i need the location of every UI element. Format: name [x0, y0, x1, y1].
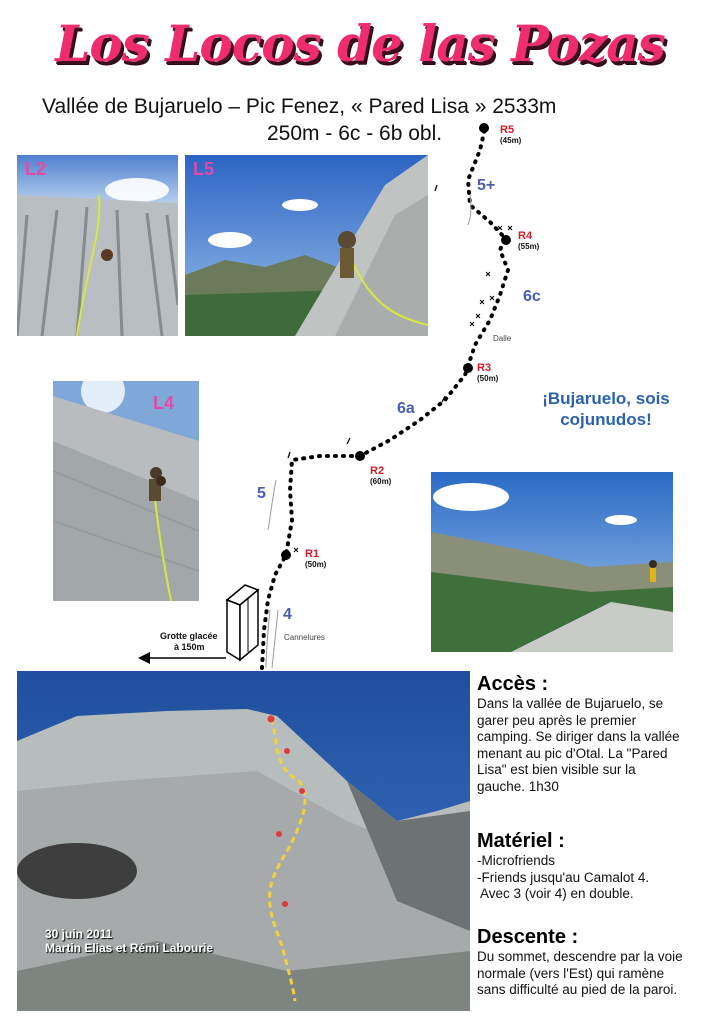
relay-dot-r1	[281, 550, 291, 560]
acces-line: garer peu après le premier	[477, 712, 637, 728]
relay-r3-length: (50m)	[477, 374, 499, 383]
relay-r3-name: R3	[477, 362, 492, 374]
relay-r2-length: (60m)	[370, 477, 392, 486]
acces-line: gauche. 1h30	[477, 778, 559, 794]
route-subtitle: Vallée de Bujaruelo – Pic Fenez, « Pared Lisa » 2533m	[42, 95, 557, 118]
photo-main-route-image	[17, 671, 470, 1011]
note-grotte-distance: à 150m	[174, 642, 205, 652]
photo-l5-label: L5	[193, 159, 215, 179]
relay-r5-length: (45m)	[500, 136, 522, 145]
photo-main-route	[17, 671, 470, 1011]
relay-r5	[500, 124, 521, 145]
relay-r2	[370, 465, 391, 486]
relay-r2-name: R2	[370, 465, 385, 477]
section-materiel	[477, 830, 717, 903]
acces-text	[477, 696, 717, 795]
acces-line: menant au pic d'Otal. La "Pared	[477, 745, 668, 761]
descente-text	[477, 949, 717, 999]
descente-heading: Descente :	[477, 926, 579, 948]
materiel-line: Avec 3 (voir 4) en double.	[477, 886, 634, 901]
descente-line: Du sommet, descendre par la voie	[477, 949, 683, 964]
poster-title: Los Locos de las Pozas	[55, 14, 665, 73]
note-grotte-label: Grotte glacée	[160, 631, 218, 641]
relay-dot-r3	[463, 363, 473, 373]
materiel-line: -Microfriends	[477, 853, 556, 868]
relay-r4	[518, 230, 539, 251]
caption-date: 30 juin 2011	[45, 927, 113, 941]
section-descente	[477, 926, 717, 999]
relay-r1-name: R1	[305, 548, 320, 560]
caption-authors: Martin Elias et Rémi Labourie	[45, 941, 214, 955]
pitch-grade-l5: 5+	[477, 177, 496, 194]
pitch-grade-l2: 5	[257, 485, 266, 502]
pitch-grade-l3: 6a	[397, 400, 415, 417]
materiel-text	[477, 853, 717, 903]
pitch-grade-l4: 6c	[523, 288, 541, 305]
acces-line: Dans la vallée de Bujaruelo, se	[477, 696, 664, 711]
arrow-left-icon	[138, 652, 226, 664]
relay-r4-name: R4	[518, 230, 533, 242]
ice-cave-icon	[227, 585, 258, 660]
relay-r5-name: R5	[500, 124, 515, 136]
relay-r4-length: (55m)	[518, 242, 540, 251]
note-dalle: Dalle	[493, 334, 512, 343]
materiel-line: -Friends jusqu'au Camalot 4.	[477, 869, 650, 885]
motto-line-2: cojunudos!	[560, 410, 652, 429]
relay-dot-r2	[355, 451, 365, 461]
relay-r3	[477, 362, 498, 383]
materiel-heading: Matériel :	[477, 830, 565, 852]
motto	[526, 388, 686, 430]
photo-summit	[431, 472, 673, 652]
photo-caption	[45, 927, 213, 955]
acces-line: Lisa" est bien visible sur la	[477, 762, 636, 777]
pitch-grade-l1: 4	[283, 606, 292, 623]
route-stats: 250m - 6c - 6b obl.	[267, 122, 443, 145]
motto-line-1: ¡Bujaruelo, sois	[542, 389, 670, 408]
relay-r1-length: (50m)	[305, 560, 327, 569]
note-grotte	[160, 631, 218, 653]
note-cannelures: Cannelures	[284, 633, 325, 642]
acces-line: camping. Se diriger dans la vallée	[477, 729, 680, 744]
relay-dot-r5	[479, 123, 489, 133]
acces-heading: Accès :	[477, 673, 549, 695]
descente-line: sans difficulté au pied de la paroi.	[477, 982, 678, 997]
photo-l4-label: L4	[153, 393, 175, 413]
photo-summit-image	[431, 472, 673, 652]
relay-r1	[305, 548, 326, 569]
section-acces	[477, 673, 717, 795]
relay-dot-r4	[501, 235, 511, 245]
descente-line: normale (vers l'Est) qui ramène	[477, 965, 665, 981]
photo-l2-label: L2	[25, 159, 47, 179]
